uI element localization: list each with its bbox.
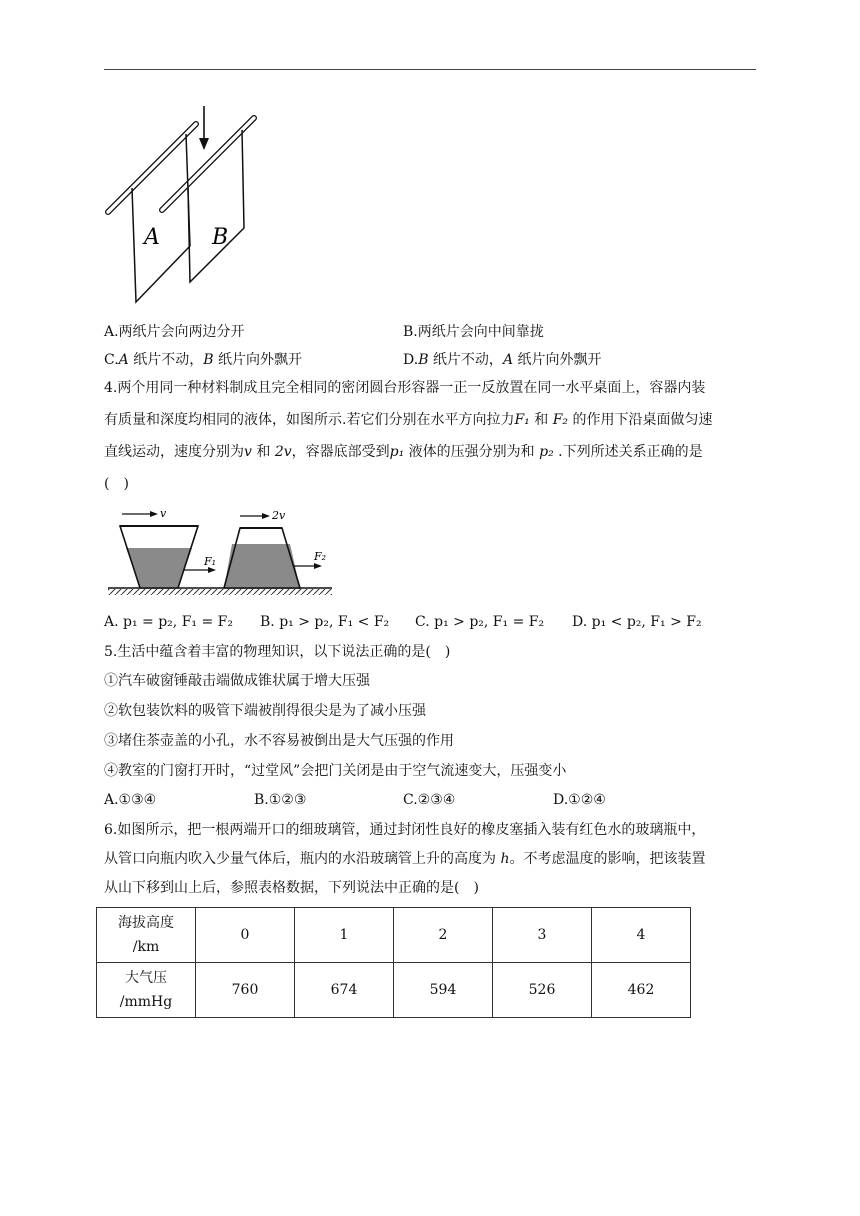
q5-stem: 5.生活中蕴含着丰富的物理知识，以下说法正确的是( ) <box>104 644 451 660</box>
q3-option-a: A.两纸片会向两边分开 <box>104 324 245 340</box>
table-cell: 526 <box>493 963 592 1018</box>
table-cell: 760 <box>196 963 295 1018</box>
q3-option-d: D.B 纸片不动，A 纸片向外飘开 <box>403 352 602 368</box>
table-cell: 4 <box>592 908 691 963</box>
q5-option-c: C.②③④ <box>403 792 456 808</box>
q4-line-3: 直线运动，速度分别为v 和 2v，容器底部受到p₁ 液体的压强分别为和 p₂ .下列所述关系正确的是 <box>104 444 703 460</box>
table-cell: 0 <box>196 908 295 963</box>
q5-statement-2: ②软包装饮料的吸管下端被削得很尖是为了减小压强 <box>104 703 426 719</box>
v-label: v <box>160 507 167 520</box>
q4-option-b: B. p₁ > p₂, F₁ < F₂ <box>260 614 390 630</box>
f2-label: F₂ <box>314 550 327 563</box>
q4-option-d: D. p₁ < p₂, F₁ > F₂ <box>572 614 702 630</box>
table-header-pressure: 大气压 /mmHg <box>97 963 196 1018</box>
altitude-pressure-table <box>96 907 691 1018</box>
header-rule <box>104 69 756 70</box>
containers-figure <box>104 504 336 600</box>
q5-option-d: D.①②④ <box>553 792 606 808</box>
table-row <box>97 908 691 963</box>
table-row <box>97 963 691 1018</box>
q6-line-1: 6.如图所示，把一根两端开口的细玻璃管，通过封闭性良好的橡皮塞插入装有红色水的玻璃瓶中， <box>104 822 706 838</box>
q4-line-1: 4.两个用同一种材料制成且完全相同的密闭圆台形容器一正一反放置在同一水平桌面上，容器内装 <box>104 380 706 396</box>
q5-option-a: A.①③④ <box>104 792 157 808</box>
q5-statement-3: ③堵住茶壶盖的小孔，水不容易被倒出是大气压强的作用 <box>104 733 454 749</box>
q6-line-2: 从管口向瓶内吹入少量气体后，瓶内的水沿玻璃管上升的高度为 h。不考虑温度的影响，把该装置 <box>104 851 706 867</box>
table-cell: 674 <box>295 963 394 1018</box>
q4-line-2: 有质量和深度均相同的液体，如图所示.若它们分别在水平方向拉力F₁ 和 F₂ 的作用下沿桌面做匀速 <box>104 412 713 428</box>
q4-option-c: C. p₁ > p₂, F₁ = F₂ <box>415 614 545 630</box>
table-header-altitude: 海拔高度 /km <box>97 908 196 963</box>
f1-label: F₁ <box>204 555 217 568</box>
q5-option-b: B.①②③ <box>254 792 307 808</box>
paper-sheets-figure <box>104 104 264 308</box>
table-cell: 1 <box>295 908 394 963</box>
q5-statement-1: ①汽车破窗锤敲击端做成锥状属于增大压强 <box>104 673 370 689</box>
table-cell: 3 <box>493 908 592 963</box>
q6-line-3: 从山下移到山上后，参照表格数据，下列说法中正确的是( ) <box>104 880 479 896</box>
label-a: A <box>144 225 160 250</box>
q3-option-b: B.两纸片会向中间靠拢 <box>403 324 544 340</box>
q3-option-c: C.A 纸片不动，B 纸片向外飘开 <box>104 352 302 368</box>
q4-option-a: A. p₁ = p₂, F₁ = F₂ <box>104 614 233 630</box>
table-cell: 2 <box>394 908 493 963</box>
table-cell: 462 <box>592 963 691 1018</box>
q4-line-4: ( ) <box>104 476 129 492</box>
label-b: B <box>212 225 229 250</box>
2v-label: 2v <box>272 509 286 522</box>
q5-statement-4: ④教室的门窗打开时，“过堂风”会把门关闭是由于空气流速变大，压强变小 <box>104 763 567 779</box>
table-cell: 594 <box>394 963 493 1018</box>
